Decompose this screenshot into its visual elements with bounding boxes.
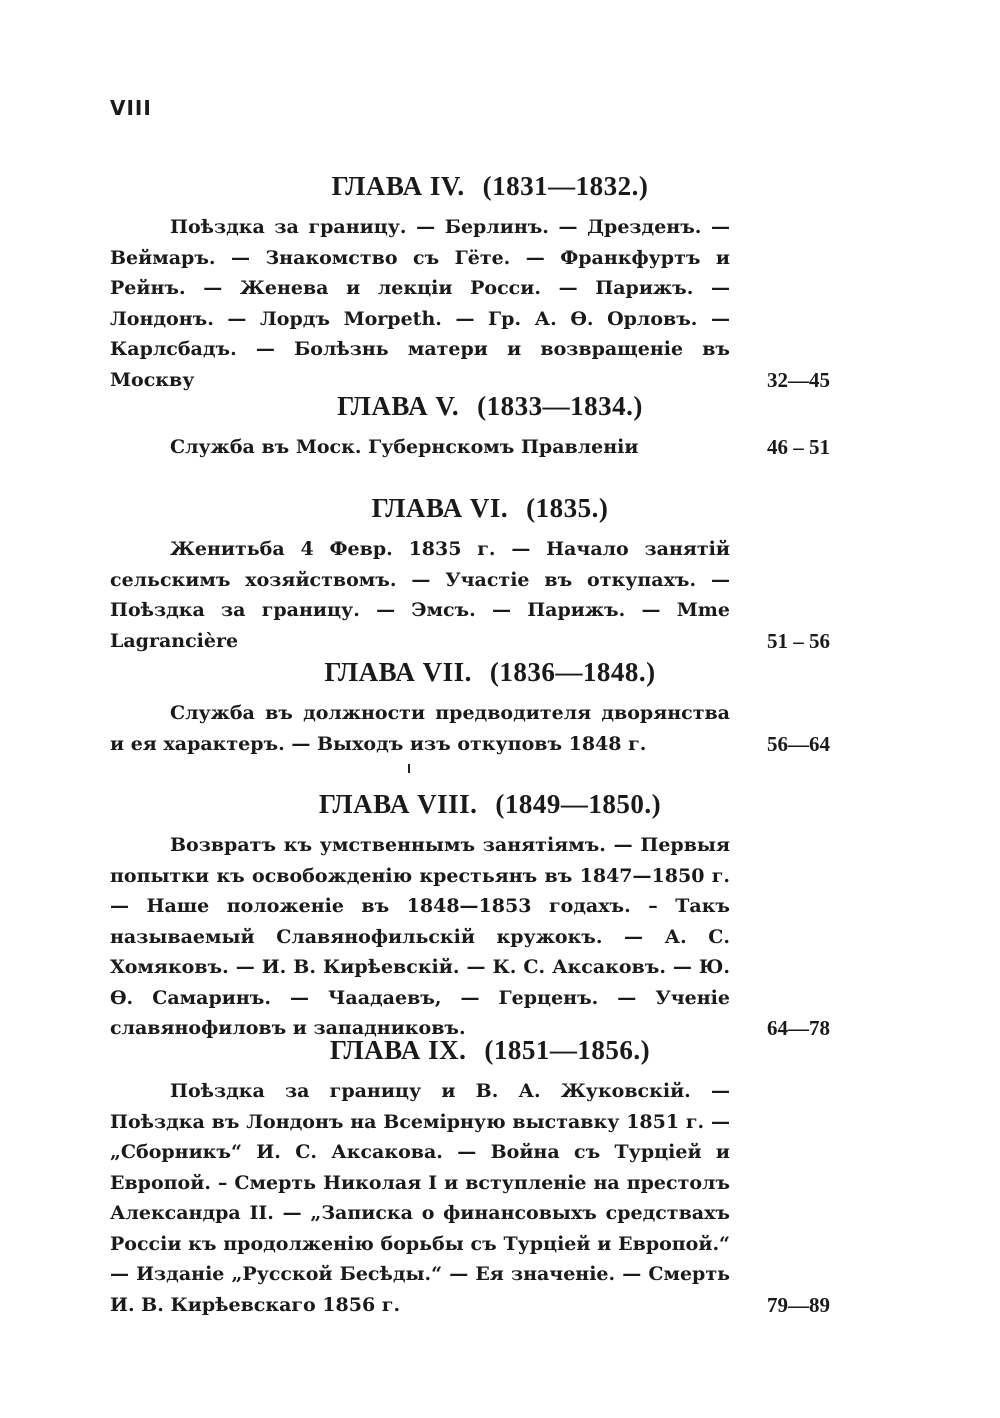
chapter-6 xyxy=(110,488,830,656)
chapter-title: ГЛАВА IX. xyxy=(329,1035,467,1065)
chapter-heading xyxy=(110,166,830,206)
chapter-5 xyxy=(110,386,830,463)
chapter-7 xyxy=(110,652,830,759)
chapter-title: ГЛАВА VII. xyxy=(324,657,472,687)
toc-entry xyxy=(110,432,830,463)
entry-text: Служба въ должности предводителя дворянства и ея характеръ. — Выходъ изъ откуповъ 1848 г. xyxy=(110,702,730,755)
entry-text: Поѣздка за границу и В. А. Жуковскій. — Поѣздка въ Лондонъ на Всемірную выставку 1851 г. — „Сборникъ“ И. С. Аксакова. — Война съ Турціей и Европой. – Смерть Николая I и вступленіе на престолъ Александра II. — „Записка о финансовыхъ средствахъ Россіи къ продолженію борьбы съ Турціей и Европой.“ — Изданіе „Русской Бесѣды.“ — Ея значеніе. — Смерть И. В. Кирѣевскаго 1856 г. xyxy=(110,1080,730,1316)
toc-entry xyxy=(110,830,830,1044)
entry-pages: 32—45 xyxy=(767,367,830,392)
chapter-title: ГЛАВА VIII. xyxy=(318,789,478,819)
chapter-4 xyxy=(110,166,830,395)
chapter-heading xyxy=(110,488,830,528)
chapter-years: (1831—1832.) xyxy=(482,171,649,201)
chapter-9 xyxy=(110,1030,830,1320)
chapter-years: (1835.) xyxy=(526,493,609,523)
entry-pages: 51 – 56 xyxy=(767,628,830,653)
entry-pages: 79—89 xyxy=(767,1292,830,1317)
entry-text: Женитьба 4 Февр. 1835 г. — Начало занятій сельскимъ хозяйствомъ. — Участіе въ откупахъ. — Поѣздка за границу. — Эмсъ. — Парижъ. — Mme Lagrancière xyxy=(110,538,730,652)
entry-pages: 56—64 xyxy=(767,731,830,756)
print-mark xyxy=(408,764,410,773)
chapter-heading xyxy=(110,652,830,692)
chapter-title: ГЛАВА IV. xyxy=(331,171,465,201)
toc-entry xyxy=(110,698,830,759)
entry-text: Поѣздка за границу. — Берлинъ. — Дрезденъ. — Веймаръ. — Знакомство съ Гёте. — Франкфуртъ и Рейнъ. — Женева и лекціи Росси. — Парижъ. — Лондонъ. — Лордъ Morpeth. — Гр. А. Ѳ. Орловъ. — Карлсбадъ. — Болѣзнь матери и возвращеніе въ Москву xyxy=(110,216,730,391)
entry-pages: 64—78 xyxy=(767,1016,830,1040)
chapter-heading xyxy=(110,784,830,824)
chapter-heading xyxy=(110,1030,830,1070)
toc-entry xyxy=(110,1076,830,1320)
chapter-8 xyxy=(110,784,830,1044)
entry-text: Возвратъ къ умственнымъ занятіямъ. — Первыя попытки къ освобожденію крестьянъ въ 1847—1850 г. — Наше положеніе въ 1848—1853 годахъ. – Такъ называемый Славянофильскій кружокъ. — А. С. Хомяковъ. — И. В. Кирѣевскій. — К. С. Аксаковъ. — Ю. Ѳ. Самаринъ. — Чаадаевъ, — Герценъ. — Ученіе славянофиловъ и западниковъ. xyxy=(110,834,730,1039)
chapter-years: (1833—1834.) xyxy=(477,391,643,421)
page-number: VIII xyxy=(110,96,152,120)
entry-text: Служба въ Моск. Губернскомъ Правленіи xyxy=(170,436,639,458)
chapter-heading xyxy=(110,386,830,426)
chapter-title: ГЛАВА VI. xyxy=(371,493,509,523)
toc-entry xyxy=(110,212,830,395)
toc-entry xyxy=(110,534,830,656)
chapter-years: (1849—1850.) xyxy=(495,789,662,819)
chapter-years: (1836—1848.) xyxy=(489,657,656,687)
entry-pages: 46 – 51 xyxy=(767,435,830,459)
chapter-title: ГЛАВА V. xyxy=(337,391,460,421)
chapter-years: (1851—1856.) xyxy=(484,1035,651,1065)
